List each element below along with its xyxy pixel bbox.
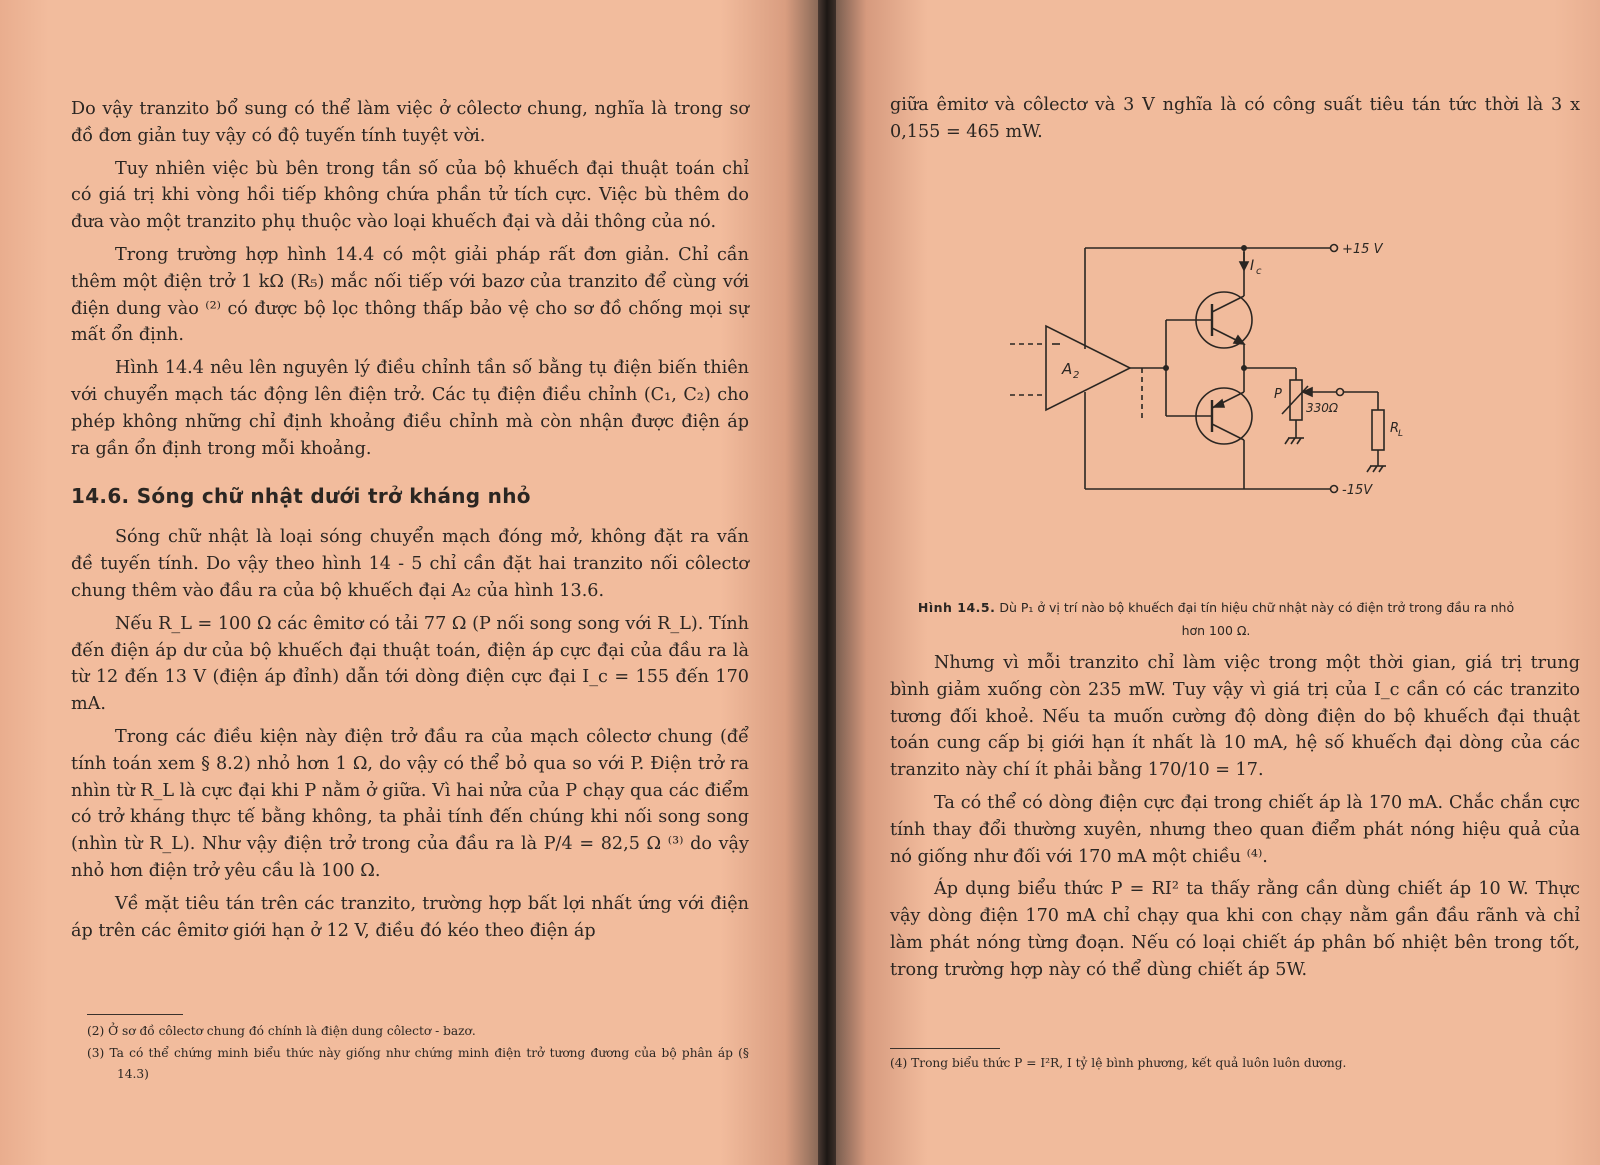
right-footnotes bbox=[890, 1048, 1580, 1075]
paragraph: Do vậy tranzito bổ sung có thể làm việc ở côlectơ chung, nghĩa là trong sơ đồ đơn giản tuy vậy có độ tuyến tính tuyệt vời. bbox=[71, 99, 749, 146]
circuit-figure bbox=[1006, 240, 1426, 510]
paragraph: Trong các điều kiện này điện trở đầu ra của mạch côlectơ chung (để tính toán xem § 8.2) nhỏ hơn 1 Ω, do vậy có thể bỏ qua so với P. Điện trở ra nhìn từ R_L là cực đại khi P nằm ở giữa. Vì hai nửa của P chạy qua các điểm có trở kháng thực tế bằng không, ta phải tính đến chúng khi nối song song (nhìn từ R_L). Như vậy điện trở trong của đầu ra là P/4 = 82,5 Ω ⁽³⁾ do vậy nhỏ hơn điện trở yêu cầu là 100 Ω. bbox=[71, 726, 749, 881]
label-load-sub: L bbox=[1398, 429, 1404, 439]
load-resistor bbox=[1372, 410, 1384, 450]
ic-arrow-head bbox=[1240, 262, 1248, 270]
section-heading: 14.6. Sóng chữ nhật dưới trở kháng nhỏ bbox=[71, 484, 531, 509]
caption-text: Dù P₁ ở vị trí nào bộ khuếch đại tín hiệu chữ nhật này có điện trở trong đầu ra nhỏ hơn 100 Ω. bbox=[999, 600, 1515, 638]
junction-dot bbox=[1242, 246, 1246, 250]
paragraph: Ta có thể có dòng điện cực đại trong chiết áp là 170 mA. Chắc chắn cực tính thay đổi thường xuyên, nhưng theo quan điểm phát nóng hiệu quả của nó giống như đối với 170 mA một chiều ⁽⁴⁾. bbox=[890, 792, 1580, 867]
ground-hatch bbox=[1373, 466, 1377, 472]
left-text-column bbox=[71, 96, 749, 944]
label-amp: A bbox=[1062, 360, 1073, 378]
footnote: (4) Trong biểu thức P = I²R, I tỷ lệ bình phương, kết quả luôn luôn dương. bbox=[890, 1056, 1347, 1070]
label-load: R bbox=[1390, 421, 1400, 436]
ground-hatch bbox=[1285, 438, 1289, 444]
terminal-vminus bbox=[1331, 486, 1338, 493]
paragraph: Hình 14.4 nêu lên nguyên lý điều chỉnh tần số bằng tụ điện biến thiên với chuyển mạch tác động lên điện trở. Các tụ điện điều chỉnh (C₁, C₂) cho phép không những chỉ định khoảng điều chỉnh mà còn nhận được điện áp ra gần ổn định trong mỗi khoảng. bbox=[71, 358, 749, 459]
figure-caption bbox=[916, 596, 1516, 642]
pot-adjust-arrow bbox=[1282, 386, 1308, 414]
output-terminal bbox=[1337, 389, 1344, 396]
lower-emitter-arrow bbox=[1214, 400, 1224, 407]
paragraph: Áp dụng biểu thức P = RI² ta thấy rằng cần dùng chiết áp 10 W. Thực vậy dòng điện 170 mA chỉ chạy qua khi con chạy nằm gần đầu rãnh và chỉ làm phát nóng từng đoạn. Nếu có loại chiết áp phân bố nhiệt bên trong tốt, trong trường hợp này có thể dùng chiết áp 5W. bbox=[890, 879, 1580, 980]
upper-collector bbox=[1212, 296, 1244, 312]
ground-hatch bbox=[1367, 466, 1371, 472]
lower-collector bbox=[1212, 424, 1244, 440]
junction-dot bbox=[1164, 366, 1168, 370]
label-pot-value: 330Ω bbox=[1306, 401, 1339, 415]
label-ic: I bbox=[1250, 258, 1255, 274]
book-gutter bbox=[818, 0, 836, 1165]
ground-hatch bbox=[1291, 438, 1295, 444]
right-text-column bbox=[890, 650, 1580, 984]
left-footnotes bbox=[87, 1014, 749, 1086]
label-ic-sub: c bbox=[1256, 266, 1262, 277]
footnote: (3) Ta có thể chứng minh biểu thức này giống như chứng minh điện trở tương đương của bộ phân áp (§ 14.3) bbox=[87, 1045, 749, 1081]
right-page bbox=[836, 0, 1600, 1165]
label-pot: P bbox=[1274, 387, 1282, 402]
paragraph: Sóng chữ nhật là loại sóng chuyển mạch đóng mở, không đặt ra vấn đề tuyến tính. Do vậy theo hình 14 - 5 chỉ cần đặt hai tranzito nối côlectơ chung thêm vào đầu ra của bộ khuếch đại A₂ của hình 13.6. bbox=[71, 527, 749, 601]
ground-hatch bbox=[1379, 466, 1383, 472]
paragraph: Về mặt tiêu tán trên các tranzito, trường hợp bất lợi nhất ứng với điện áp trên các êmitơ giới hạn ở 12 V, điều đó kéo theo điện áp bbox=[71, 893, 749, 941]
paragraph: Tuy nhiên việc bù bên trong tần số của bộ khuếch đại thuật toán chỉ có giá trị khi vòng hồi tiếp không chứa phần tử tích cực. Việc bù thêm do đưa vào một tranzito phụ thuộc vào loại khuếch đại và dải thông của nó. bbox=[71, 158, 749, 233]
ground-hatch bbox=[1297, 438, 1301, 444]
footnote-divider bbox=[890, 1048, 1000, 1049]
label-amp-sub: 2 bbox=[1073, 370, 1080, 381]
paragraph: Trong trường hợp hình 14.4 có một giải pháp rất đơn giản. Chỉ cần thêm một điện trở 1 kΩ (R₅) mắc nối tiếp với bazơ của tranzito để cùng với điện dung vào ⁽²⁾ có được bộ lọc thông thấp bảo vệ cho sơ đồ chống mọi sự mất ổn định. bbox=[71, 244, 749, 346]
opamp-symbol bbox=[1046, 326, 1130, 410]
right-text-column-top bbox=[890, 92, 1580, 146]
paragraph: giữa êmitơ và côlectơ và 3 V nghĩa là có công suất tiêu tán tức thời là 3 x 0,155 = 465 mW. bbox=[890, 95, 1580, 142]
label-vminus: -15V bbox=[1342, 483, 1373, 498]
terminal-vplus bbox=[1331, 245, 1338, 252]
junction-dot bbox=[1242, 366, 1246, 370]
circuit-diagram bbox=[1006, 240, 1426, 510]
footnote-divider bbox=[87, 1014, 183, 1015]
caption-label: Hình 14.5. bbox=[917, 600, 996, 615]
paragraph: Nhưng vì mỗi tranzito chỉ làm việc trong một thời gian, giá trị trung bình giảm xuống còn 235 mW. Tuy vậy vì giá trị của I_c cần có các tranzito tương đối khoẻ. Nếu ta muốn cường độ dòng điện do bộ khuếch đại thuật toán cung cấp bị giới hạn ít nhất là 10 mA, hệ số khuếch đại dòng của các tranzito này chí ít phải bằng 170/10 = 17. bbox=[890, 653, 1580, 781]
footnote: (2) Ở sơ đồ côlectơ chung đó chính là điện dung côlectơ - bazơ. bbox=[87, 1024, 476, 1038]
label-vplus: +15 V bbox=[1342, 242, 1383, 257]
paragraph: Nếu R_L = 100 Ω các êmitơ có tải 77 Ω (P nối song song với R_L). Tính đến điện áp dư của bộ khuếch đại thuật toán, điện áp cực đại của đầu ra là từ 12 đến 13 V (điện áp đỉnh) dẫn tới dòng điện cực đại I_c = 155 đến 170 mA. bbox=[71, 613, 749, 715]
